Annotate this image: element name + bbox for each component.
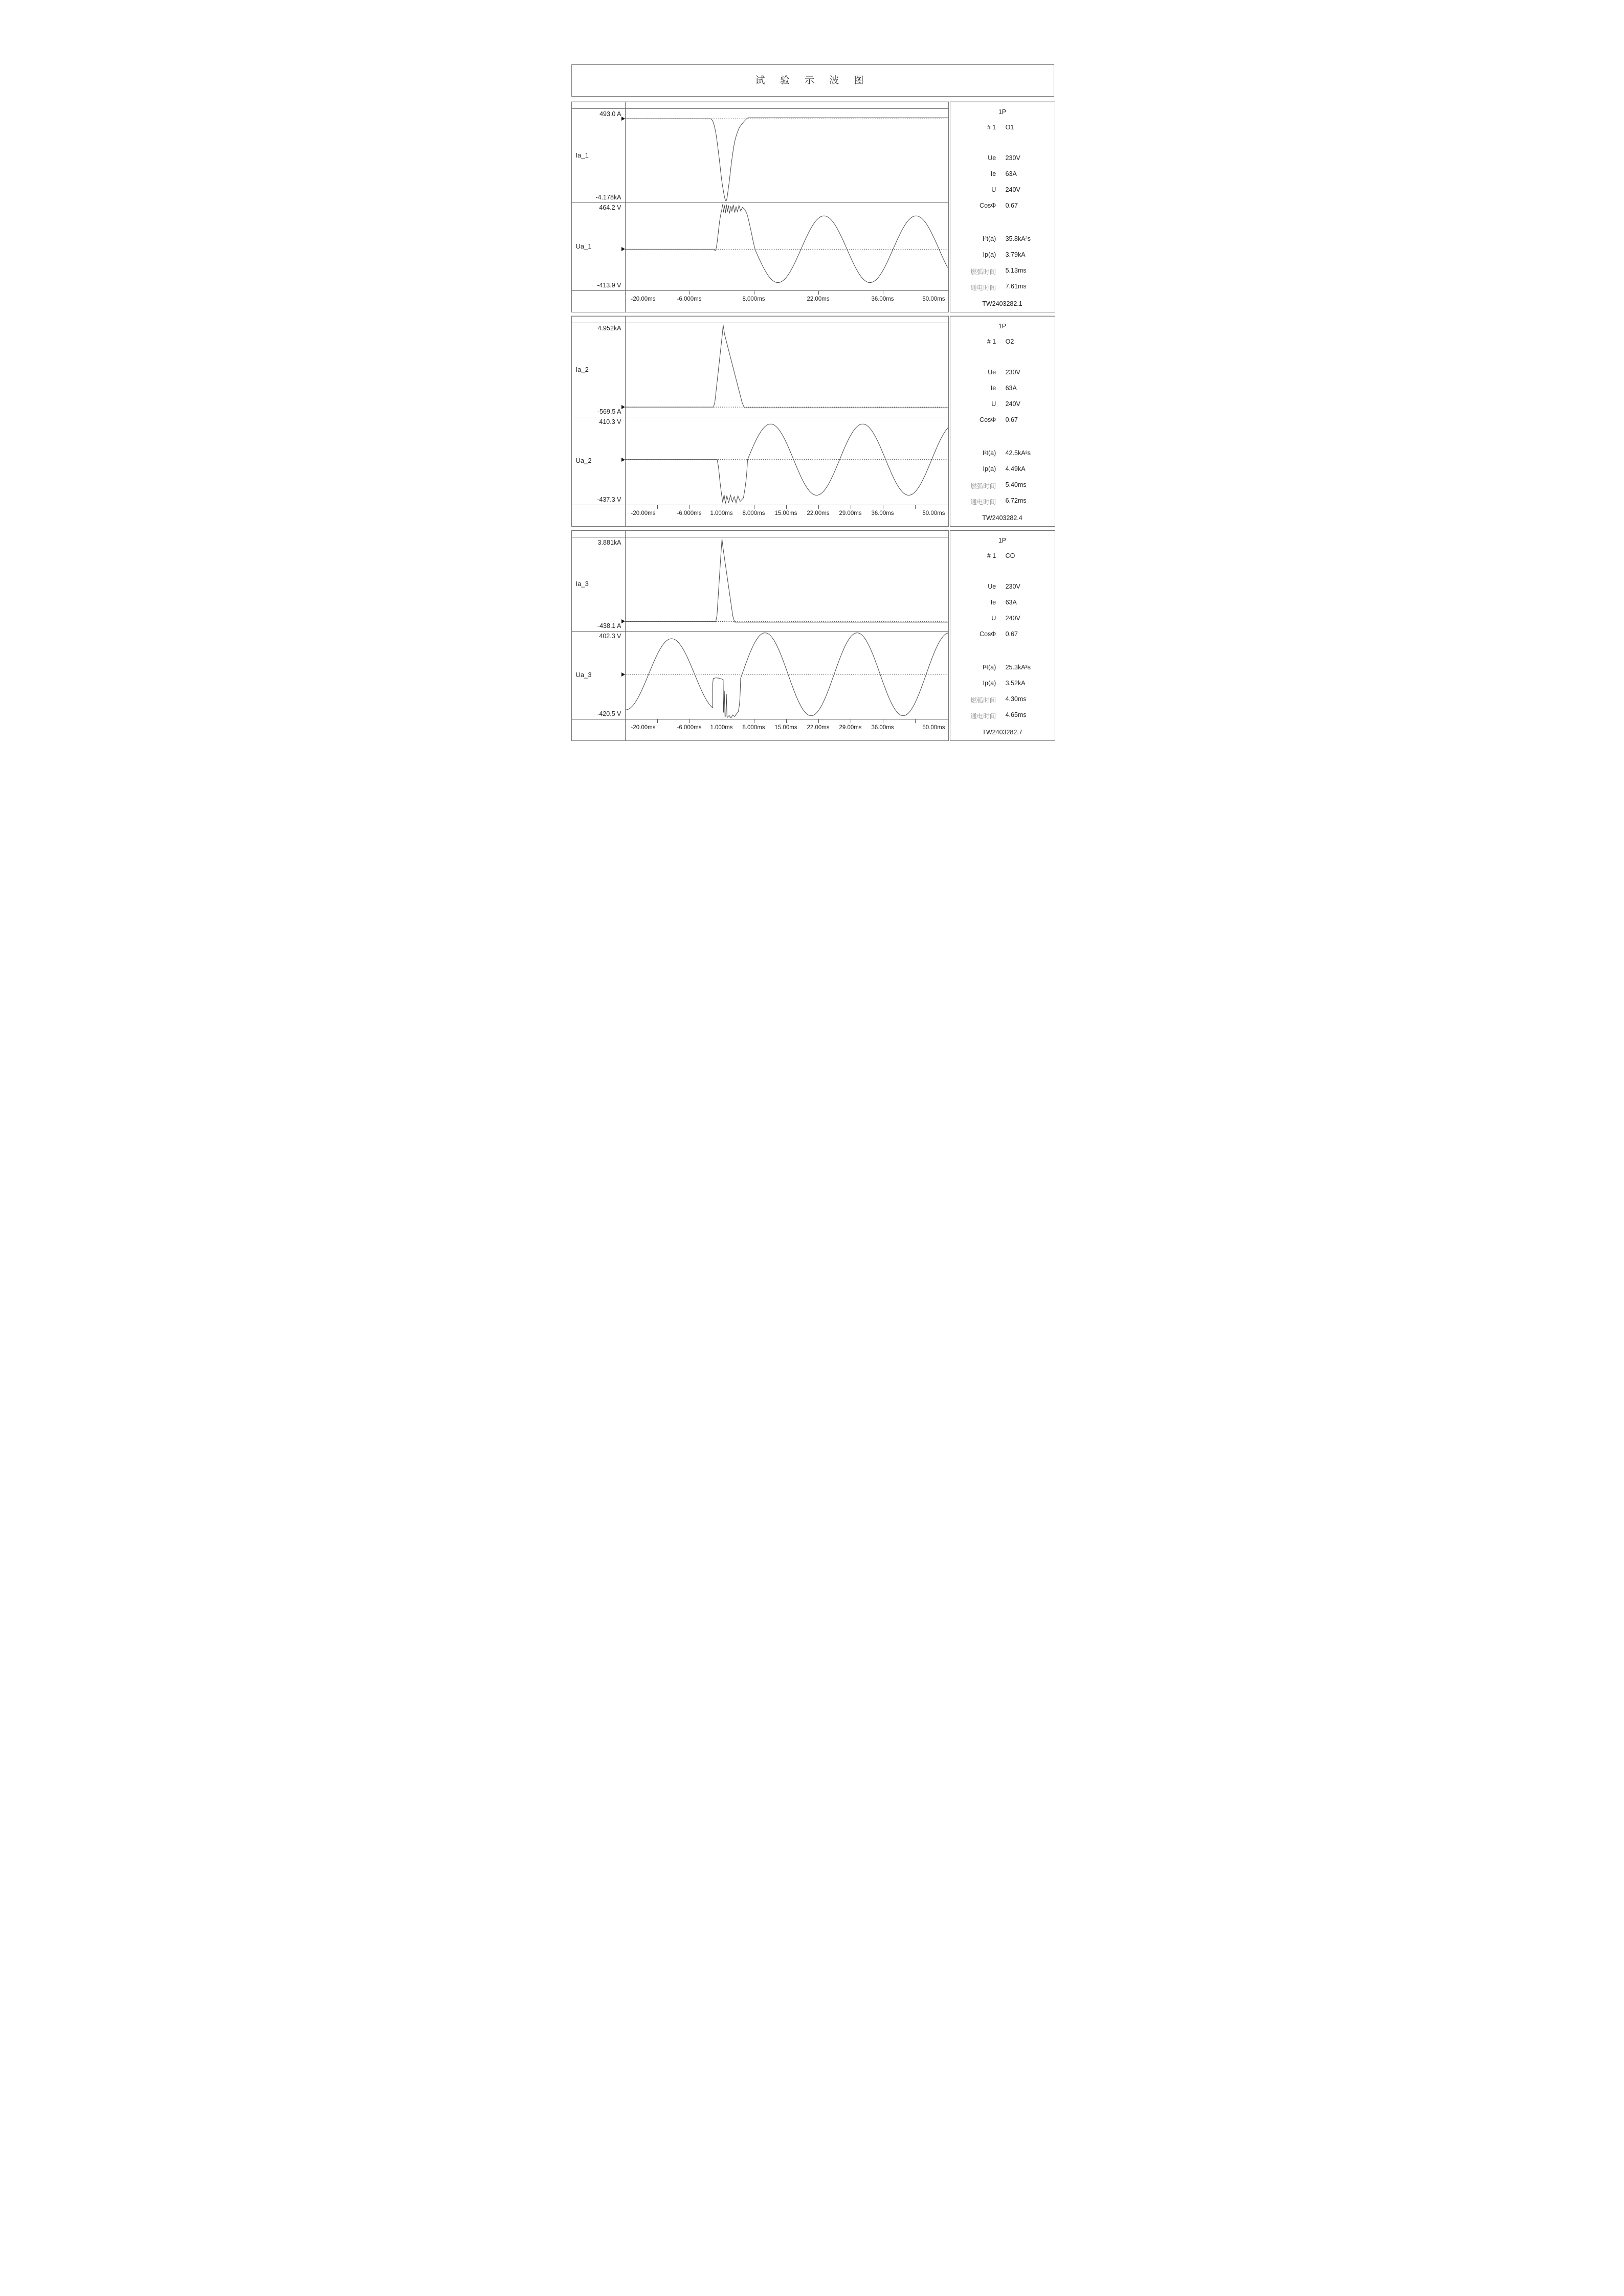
- param-value: 0.67: [1005, 202, 1018, 209]
- param-value: 0.67: [1005, 416, 1018, 423]
- time-axis-label: -6.000ms: [677, 296, 702, 302]
- param-label: Ie: [990, 170, 996, 177]
- voltage-max-label: 402.3 V: [599, 633, 621, 640]
- Ua_2-trace: [626, 424, 948, 503]
- current-max-label: 4.952kA: [597, 325, 621, 332]
- voltage-channel-name: Ua_2: [575, 457, 592, 464]
- time-axis-label: 50.00ms: [922, 510, 945, 516]
- report-title-box: [571, 64, 1054, 97]
- param-label: U: [991, 615, 996, 622]
- param-label: Ie: [990, 385, 996, 392]
- voltage-trace-svg: [626, 632, 948, 719]
- operation-code: CO: [1005, 552, 1015, 559]
- voltage-max-label: 464.2 V: [599, 204, 621, 211]
- time-axis-tick: [786, 505, 787, 509]
- time-axis-label: 8.000ms: [742, 296, 765, 302]
- current-zero-arrow: [621, 117, 625, 121]
- conduction-time-label: 通电时间: [970, 713, 996, 720]
- current-trace-svg: [626, 109, 948, 202]
- result-row: [950, 680, 1055, 688]
- shot-number: # 1: [987, 338, 996, 345]
- param-label: CosΦ: [980, 202, 996, 209]
- voltage-min-label: -420.5 V: [597, 710, 621, 717]
- oscillogram-panel-1: [571, 102, 949, 312]
- time-axis-label: 22.00ms: [807, 510, 830, 516]
- voltage-min-label: -413.9 V: [597, 282, 621, 289]
- time-axis-tick: [915, 719, 916, 723]
- operation-row: [950, 338, 1055, 346]
- pole-label: 1P: [998, 108, 1007, 116]
- voltage-max-label: 410.3 V: [599, 418, 621, 425]
- time-axis-tick: [915, 505, 916, 509]
- param-row: [950, 154, 1055, 163]
- result-value: 25.3kA²s: [1005, 664, 1031, 671]
- time-axis-label: 1.000ms: [710, 725, 733, 731]
- arcing-time-value: 5.40ms: [1005, 481, 1027, 488]
- time-axis-label: 15.00ms: [774, 510, 797, 516]
- time-axis-label: 22.00ms: [807, 296, 830, 302]
- arcing-time-value: 5.13ms: [1005, 267, 1027, 274]
- time-axis-label: -20.00ms: [631, 510, 656, 516]
- time-axis-label: 29.00ms: [839, 510, 862, 516]
- result-row: [950, 481, 1055, 489]
- param-label: U: [991, 186, 996, 193]
- current-zero-arrow: [621, 619, 625, 623]
- param-row: [950, 416, 1055, 424]
- pole-label: 1P: [998, 323, 1007, 330]
- current-max-label: 3.881kA: [597, 539, 621, 546]
- param-row: [950, 186, 1055, 194]
- time-axis-tick: [689, 291, 690, 295]
- time-axis-label: 8.000ms: [742, 510, 765, 516]
- operation-code: O2: [1005, 338, 1014, 345]
- param-value: 230V: [1005, 369, 1020, 376]
- param-row: [950, 369, 1055, 377]
- time-axis-label: 1.000ms: [710, 510, 733, 516]
- result-row: [950, 497, 1055, 505]
- voltage-trace-svg: [626, 203, 948, 290]
- param-label: Ue: [988, 369, 996, 376]
- result-label: Ip(a): [983, 251, 996, 258]
- result-row: [950, 449, 1055, 458]
- result-value: 42.5kA²s: [1005, 449, 1031, 457]
- Ia_2-trace: [626, 325, 948, 408]
- operation-row: [950, 552, 1055, 560]
- time-axis-tick: [818, 719, 819, 723]
- conduction-time-value: 6.72ms: [1005, 497, 1027, 504]
- result-label: I²t(a): [982, 449, 996, 457]
- operation-row: [950, 124, 1055, 132]
- oscillogram-panel-2: [571, 316, 949, 527]
- result-row: [950, 235, 1055, 243]
- voltage-zero-arrow: [621, 247, 625, 251]
- result-value: 3.79kA: [1005, 251, 1026, 258]
- test-info-panel-3: [950, 530, 1055, 741]
- current-trace-svg: [626, 537, 948, 631]
- oscillogram-report-page: [508, 0, 1117, 861]
- param-value: 0.67: [1005, 631, 1018, 638]
- Ua_1-trace: [626, 204, 948, 282]
- param-row: [950, 615, 1055, 623]
- Ia_1-trace: [626, 118, 948, 201]
- result-row: [950, 711, 1055, 719]
- current-min-label: -569.5 A: [597, 408, 621, 415]
- time-axis-label: -20.00ms: [631, 296, 656, 302]
- current-channel-name: Ia_1: [575, 151, 589, 159]
- param-label: Ue: [988, 154, 996, 162]
- time-axis-label: 29.00ms: [839, 725, 862, 731]
- result-row: [950, 695, 1055, 704]
- test-info-panel-1: [950, 102, 1055, 312]
- param-row: [950, 599, 1055, 607]
- arcing-time-value: 4.30ms: [1005, 695, 1027, 703]
- time-axis-label: 50.00ms: [922, 296, 945, 302]
- test-reference: TW2403282.1: [982, 300, 1022, 307]
- time-axis-tick: [657, 505, 658, 509]
- result-value: 35.8kA²s: [1005, 235, 1031, 242]
- param-label: U: [991, 400, 996, 408]
- conduction-time-label: 通电时间: [970, 499, 996, 506]
- time-axis-label: 22.00ms: [807, 725, 830, 731]
- param-value: 63A: [1005, 385, 1017, 392]
- result-value: 4.49kA: [1005, 465, 1026, 472]
- param-value: 63A: [1005, 599, 1017, 606]
- arcing-time-label: 燃弧时间: [970, 483, 996, 490]
- time-axis-tick: [818, 291, 819, 295]
- Ua_3-trace: [626, 633, 948, 718]
- voltage-channel-name: Ua_1: [575, 242, 592, 250]
- param-value: 230V: [1005, 583, 1020, 590]
- time-axis-label: 15.00ms: [774, 725, 797, 731]
- time-axis-label: -6.000ms: [677, 725, 702, 731]
- param-value: 230V: [1005, 154, 1020, 162]
- shot-number: # 1: [987, 552, 996, 559]
- time-axis-line: [572, 290, 948, 291]
- voltage-zero-arrow: [621, 458, 625, 462]
- time-axis-tick: [689, 505, 690, 509]
- voltage-trace-svg: [626, 417, 948, 505]
- voltage-channel-name: Ua_3: [575, 671, 592, 679]
- current-min-label: -438.1 A: [597, 622, 621, 629]
- time-axis-label: 36.00ms: [871, 510, 894, 516]
- time-axis-tick: [657, 719, 658, 723]
- conduction-time-value: 7.61ms: [1005, 283, 1027, 290]
- param-value: 240V: [1005, 186, 1020, 193]
- param-row: [950, 385, 1055, 393]
- param-row: [950, 202, 1055, 210]
- current-max-label: 493.0 A: [599, 110, 621, 118]
- time-axis-label: -6.000ms: [677, 510, 702, 516]
- test-info-panel-2: [950, 316, 1055, 527]
- param-label: Ue: [988, 583, 996, 590]
- pole-label: 1P: [998, 537, 1007, 544]
- arcing-time-label: 燃弧时间: [970, 268, 996, 276]
- result-row: [950, 251, 1055, 259]
- page-title: 试 验 示 波 图: [755, 75, 870, 86]
- time-axis-tick: [818, 505, 819, 509]
- voltage-min-label: -437.3 V: [597, 496, 621, 503]
- arcing-time-label: 燃弧时间: [970, 697, 996, 704]
- current-trace-svg: [626, 323, 948, 417]
- param-label: CosΦ: [980, 416, 996, 423]
- param-row: [950, 400, 1055, 409]
- current-channel-name: Ia_3: [575, 580, 589, 588]
- time-axis-tick: [786, 719, 787, 723]
- result-value: 3.52kA: [1005, 680, 1026, 687]
- result-row: [950, 267, 1055, 275]
- result-label: Ip(a): [983, 680, 996, 687]
- operation-code: O1: [1005, 124, 1014, 131]
- result-row: [950, 664, 1055, 672]
- param-label: CosΦ: [980, 631, 996, 638]
- result-label: I²t(a): [982, 235, 996, 242]
- param-row: [950, 170, 1055, 178]
- conduction-time-label: 通电时间: [970, 284, 996, 291]
- time-axis-tick: [689, 719, 690, 723]
- param-row: [950, 631, 1055, 639]
- time-axis-label: 8.000ms: [742, 725, 765, 731]
- test-reference: TW2403282.7: [982, 729, 1022, 736]
- test-reference: TW2403282.4: [982, 514, 1022, 522]
- result-row: [950, 465, 1055, 474]
- voltage-zero-arrow: [621, 672, 625, 677]
- current-min-label: -4.178kA: [595, 194, 621, 201]
- Ia_3-trace: [626, 539, 948, 622]
- result-label: Ip(a): [983, 465, 996, 472]
- shot-number: # 1: [987, 124, 996, 131]
- param-value: 240V: [1005, 400, 1020, 408]
- result-row: [950, 283, 1055, 291]
- param-value: 240V: [1005, 615, 1020, 622]
- conduction-time-value: 4.65ms: [1005, 711, 1027, 718]
- param-row: [950, 583, 1055, 591]
- time-axis-label: 50.00ms: [922, 725, 945, 731]
- time-axis-label: 36.00ms: [871, 296, 894, 302]
- param-label: Ie: [990, 599, 996, 606]
- time-axis-label: 36.00ms: [871, 725, 894, 731]
- param-value: 63A: [1005, 170, 1017, 177]
- time-axis-label: -20.00ms: [631, 725, 656, 731]
- result-label: I²t(a): [982, 664, 996, 671]
- oscillogram-panel-3: [571, 530, 949, 741]
- current-zero-arrow: [621, 405, 625, 409]
- current-channel-name: Ia_2: [575, 366, 589, 373]
